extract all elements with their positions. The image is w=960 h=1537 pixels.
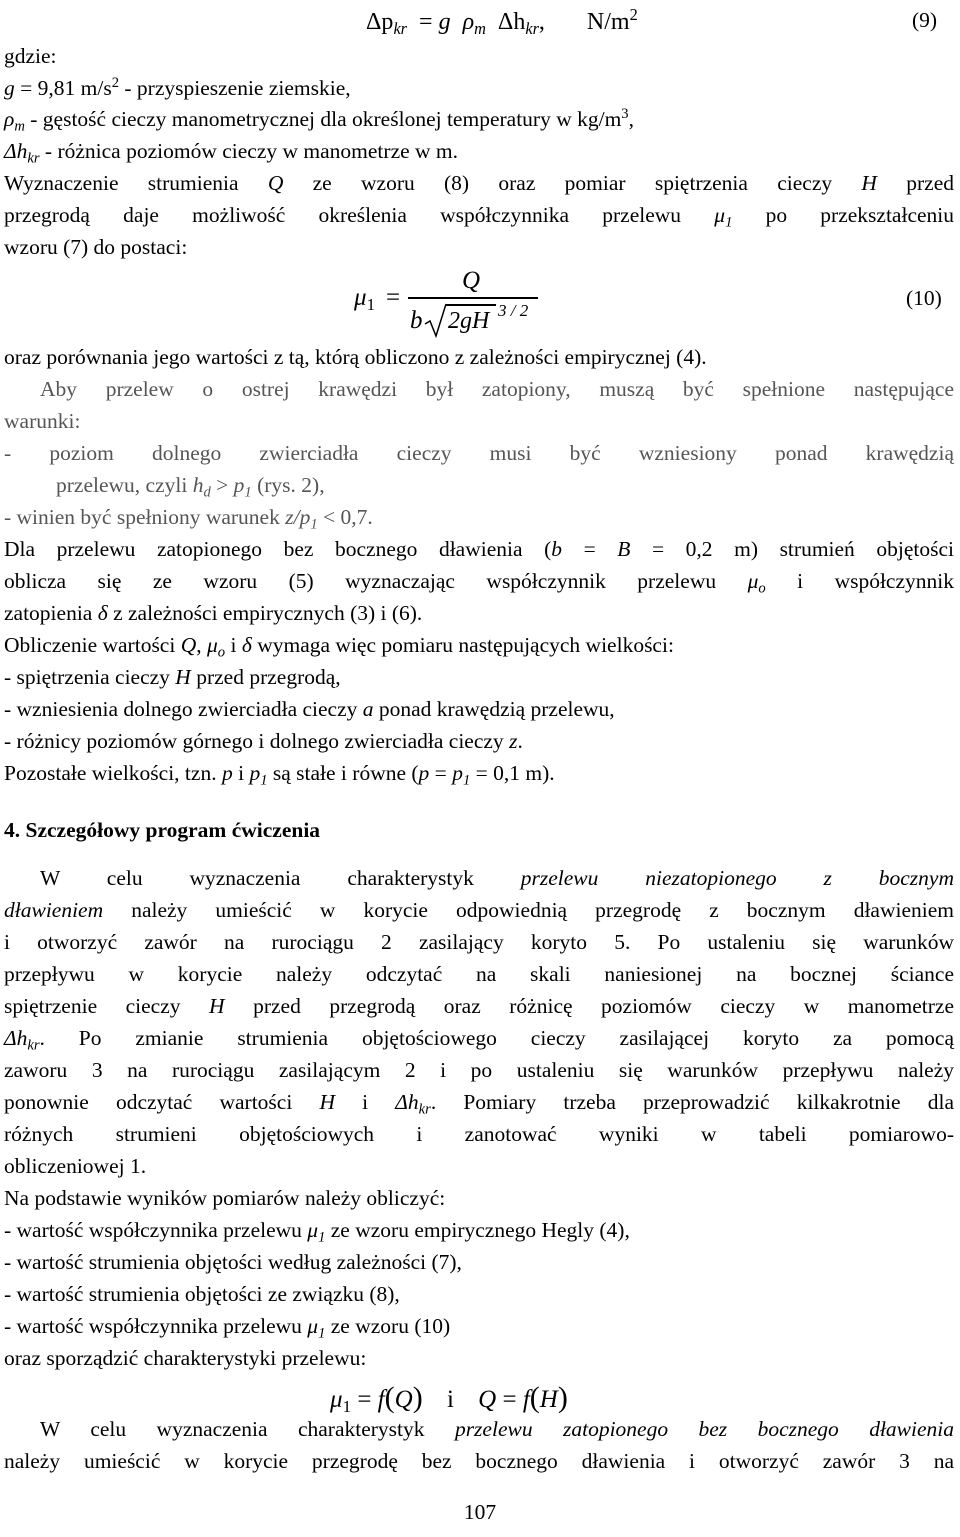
list-item [4, 665, 954, 691]
sub: 1 [462, 772, 471, 789]
symbol: z [509, 729, 518, 753]
where-line [4, 139, 954, 165]
sup: 2 [111, 74, 120, 91]
eq-symbol: Q [478, 1386, 497, 1413]
symbol: H [861, 171, 877, 195]
eq-sub: kr [393, 18, 408, 38]
list-item [4, 505, 954, 531]
symbol: p [221, 761, 233, 785]
symbol: B [617, 537, 631, 561]
sub: o [758, 580, 766, 597]
text-line: oraz porównania jego wartości z tą, którą obliczono z zależności empirycznej (4). [4, 345, 707, 369]
eq-symbol: μ [354, 284, 367, 311]
eq-symbol: H [539, 1386, 558, 1413]
eq-text: i [446, 1386, 454, 1413]
text: < 0,7. [317, 505, 373, 529]
text: są stałe i równe ( [267, 761, 419, 785]
list-item: - poziom dolnego zwierciadła cieczy musi być wzniesiony ponad krawędzią [4, 441, 954, 465]
text: i [335, 1090, 396, 1114]
eq-symbol: Δp [366, 9, 394, 35]
text-line [4, 994, 954, 1020]
text: wymaga więc pomiaru następujących wielkości: [251, 633, 674, 657]
text-line [4, 569, 954, 595]
eq-sup: 2 [629, 5, 638, 25]
text: należy umieścić w korycie odpowiednią przegrodę z bocznym dławieniem [103, 898, 954, 922]
text-line [4, 761, 954, 787]
text: i współczynnik [765, 569, 954, 593]
text-line [4, 1026, 954, 1052]
eq-symbol: f [522, 1386, 530, 1413]
sub: 1 [725, 214, 733, 231]
eq-sign: = [351, 1386, 378, 1413]
symbol: μ [747, 569, 759, 593]
text: W celu wyznaczenia charakterystyk [40, 1417, 455, 1441]
eq-sign: = [496, 1386, 523, 1413]
emphasis: przelewu zatopionego bez bocznego dławienia [454, 1417, 954, 1441]
text-line: obliczeniowej 1. [4, 1154, 147, 1178]
symbol: p [418, 761, 430, 785]
text: Obliczenie wartości [4, 633, 181, 657]
symbol: μ [307, 1218, 319, 1242]
sub: m [14, 118, 25, 135]
text: i [232, 761, 250, 785]
eq-sub: 1 [342, 1397, 352, 1417]
text: i [225, 633, 242, 657]
symbol: H [209, 994, 225, 1018]
text: zatopienia [4, 601, 98, 625]
text: = 0,2 m) strumień objętości [630, 537, 954, 561]
sub: kr [27, 150, 40, 167]
text: przed przegrodą oraz różnicę poziomów cieczy w manometrze [224, 994, 954, 1018]
text: ze wzoru empirycznego Hegly (4), [325, 1218, 630, 1242]
text: , [196, 633, 207, 657]
value: = 9,81 m/s [14, 76, 112, 100]
list-item [4, 697, 954, 723]
where-line [4, 107, 954, 133]
text: - różnicy poziomów górnego i dolnego zwierciadła cieczy [4, 729, 510, 753]
symbol: p [249, 761, 261, 785]
radical-bar [446, 304, 496, 306]
text: - winien być spełniony warunek [4, 505, 286, 529]
text: przed przegrodą, [190, 665, 341, 689]
symbol: δ [241, 633, 252, 657]
eq-symbol: Q [394, 1386, 413, 1413]
eq-symbol: b [410, 307, 423, 334]
description: - przyspieszenie ziemskie, [119, 76, 351, 100]
text: - wzniesienia dolnego zwierciadła cieczy [4, 697, 363, 721]
symbol: μ [307, 1314, 319, 1338]
eq-sub: m [474, 18, 486, 38]
eq-comma: , [538, 9, 545, 35]
symbol: z/p [285, 505, 311, 529]
symbol: Q [267, 171, 284, 195]
sub: kr [418, 1101, 431, 1118]
text-line: różnych strumieni objętościowych i zanotować wyniki w tabeli pomiarowo- [4, 1122, 954, 1146]
symbol: Δh [4, 1026, 28, 1050]
text: > [210, 473, 234, 497]
symbol: H [175, 665, 191, 689]
text-line [4, 537, 954, 563]
equation-number: (10) [906, 286, 942, 310]
eq-sign: = [386, 284, 401, 311]
where-label: gdzie: [4, 44, 57, 68]
sub: 1 [318, 1229, 326, 1246]
eq-sub: kr [525, 18, 539, 38]
sup: 3 [621, 105, 629, 122]
sub: 1 [318, 1325, 326, 1342]
emphasis: przelewu niezatopionego z bocznym [520, 866, 954, 890]
sub: o [217, 644, 226, 661]
symbol: a [362, 697, 374, 721]
text-line: wzoru (7) do postaci: [4, 235, 188, 259]
symbol: δ [97, 601, 108, 625]
text-line [4, 1417, 954, 1443]
text-line: i otworzyć zawór na rurociągu 2 zasilający koryto 5. Po ustaleniu się warunków [4, 930, 954, 954]
text: (rys. 2), [251, 473, 325, 497]
fraction-bar [408, 297, 538, 299]
text-line: oraz sporządzić charakterystyki przelewu: [4, 1346, 367, 1370]
section-heading: 4. Szczegółowy program ćwiczenia [4, 818, 321, 842]
text: . Po zmianie strumienia objętościowego cieczy zasilającej koryto za pomocą [39, 1026, 954, 1050]
text-line: należy umieścić w korycie przegrodę bez bocznego dławienia i otworzyć zawór 3 na [4, 1449, 954, 1473]
eq-symbol: μ [330, 1386, 343, 1413]
equation-characteristics: $\mu_1 = f(Q)$ i Q = f(H) [330, 1381, 568, 1417]
list-item-cont [4, 473, 954, 499]
text: przed [876, 171, 954, 195]
page-number: 107 [463, 1500, 497, 1524]
text: ponownie odczytać wartości [4, 1090, 320, 1114]
text: przelewu, czyli [56, 473, 193, 497]
text-line [4, 171, 954, 197]
where-line [4, 76, 954, 102]
symbol: p [452, 761, 463, 785]
text-line [4, 866, 954, 892]
equation-number: (9) [912, 8, 938, 32]
symbol: H [319, 1090, 335, 1114]
text: ze wzoru (10) [325, 1314, 451, 1338]
text: przegrodą daje możliwość określenia współczynnika przelewu [4, 203, 715, 227]
text: spiętrzenie cieczy [4, 994, 210, 1018]
symbol: h [192, 473, 204, 497]
text: W celu wyznaczenia charakterystyk [40, 866, 521, 890]
symbol: Δh [395, 1090, 419, 1114]
description: - różnica poziomów cieczy w manometrze w m. [39, 139, 459, 163]
eq-radicand: 2gH [448, 308, 490, 334]
sub: 1 [310, 516, 318, 533]
symbol: p [233, 473, 245, 497]
text: - wartość współczynnika przelewu [4, 1314, 308, 1338]
eq-symbol: ρ [462, 9, 475, 35]
text: Wyznaczenie strumienia [4, 171, 268, 195]
text-line [4, 601, 954, 627]
symbol: ρ [4, 107, 15, 131]
description: - gęstość cieczy manometrycznej dla określonej temperatury w kg/m [24, 107, 622, 131]
eq-sub: 1 [366, 295, 376, 315]
text-line [4, 1090, 954, 1116]
text-line: zaworu 3 na rurociągu zasilającym 2 i po ustaleniu się warunków przepływu należy [4, 1058, 954, 1082]
text-line [4, 633, 954, 659]
list-item [4, 1218, 954, 1244]
text: . Pomiary trzeba przeprowadzić kilkakrotnie dla [430, 1090, 954, 1114]
text: ze wzoru (8) oraz pomiar spiętrzenia cieczy [283, 171, 862, 195]
list-item: - wartość strumienia objętości według zależności (7), [4, 1250, 462, 1274]
equation-9 [366, 5, 638, 38]
eq-unit: N/m [586, 9, 630, 35]
eq-symbol: Δh [497, 9, 526, 35]
text: Dla przelewu zatopionego bez bocznego dławienia ( [4, 537, 552, 561]
symbol: μ [206, 633, 218, 657]
text: . [517, 729, 523, 753]
sub: kr [27, 1037, 40, 1054]
punct: , [628, 107, 634, 131]
text-line: przepływu w korycie należy odczytać na skali naniesionej na bocznej ściance [4, 962, 954, 986]
symbol: b [551, 537, 563, 561]
sub: d [203, 484, 211, 501]
sub: 1 [244, 484, 252, 501]
text: - spiętrzenia cieczy [4, 665, 176, 689]
text: = 0,1 m). [470, 761, 555, 785]
text-line: Na podstawie wyników pomiarów należy obliczyć: [4, 1186, 446, 1210]
eq-sign: = [419, 9, 433, 35]
text: = [562, 537, 618, 561]
text: - wartość współczynnika przelewu [4, 1218, 308, 1242]
list-item [4, 729, 954, 755]
text-line: Aby przelew o ostrej krawędzi był zatopiony, muszą być spełnione następujące [40, 377, 954, 401]
text-line [4, 898, 954, 924]
symbol: g [4, 76, 15, 100]
text-line: warunki: [4, 409, 81, 433]
text: po przekształceniu [732, 203, 955, 227]
eq-symbol: g [438, 9, 451, 35]
text-line [4, 203, 954, 229]
text: ponad krawędzią przelewu, [373, 697, 615, 721]
text: = [429, 761, 453, 785]
sub: 1 [260, 772, 268, 789]
emphasis: dławieniem [4, 898, 104, 922]
symbol: Q [180, 633, 197, 657]
eq-numerator: Q [462, 267, 481, 294]
text: z zależności empirycznych (3) i (6). [107, 601, 423, 625]
text: oblicza się ze wzoru (5) wyznaczając współczynnik przelewu [4, 569, 748, 593]
eq-symbol: f [377, 1386, 385, 1413]
list-item: - wartość strumienia objętości ze związku (8), [4, 1282, 400, 1306]
radical-sign [424, 302, 448, 338]
list-item [4, 1314, 954, 1340]
eq-exponent: 3 / 2 [498, 301, 529, 320]
symbol: Δh [4, 139, 28, 163]
text: Pozostałe wielkości, tzn. [4, 761, 222, 785]
symbol: μ [714, 203, 726, 227]
